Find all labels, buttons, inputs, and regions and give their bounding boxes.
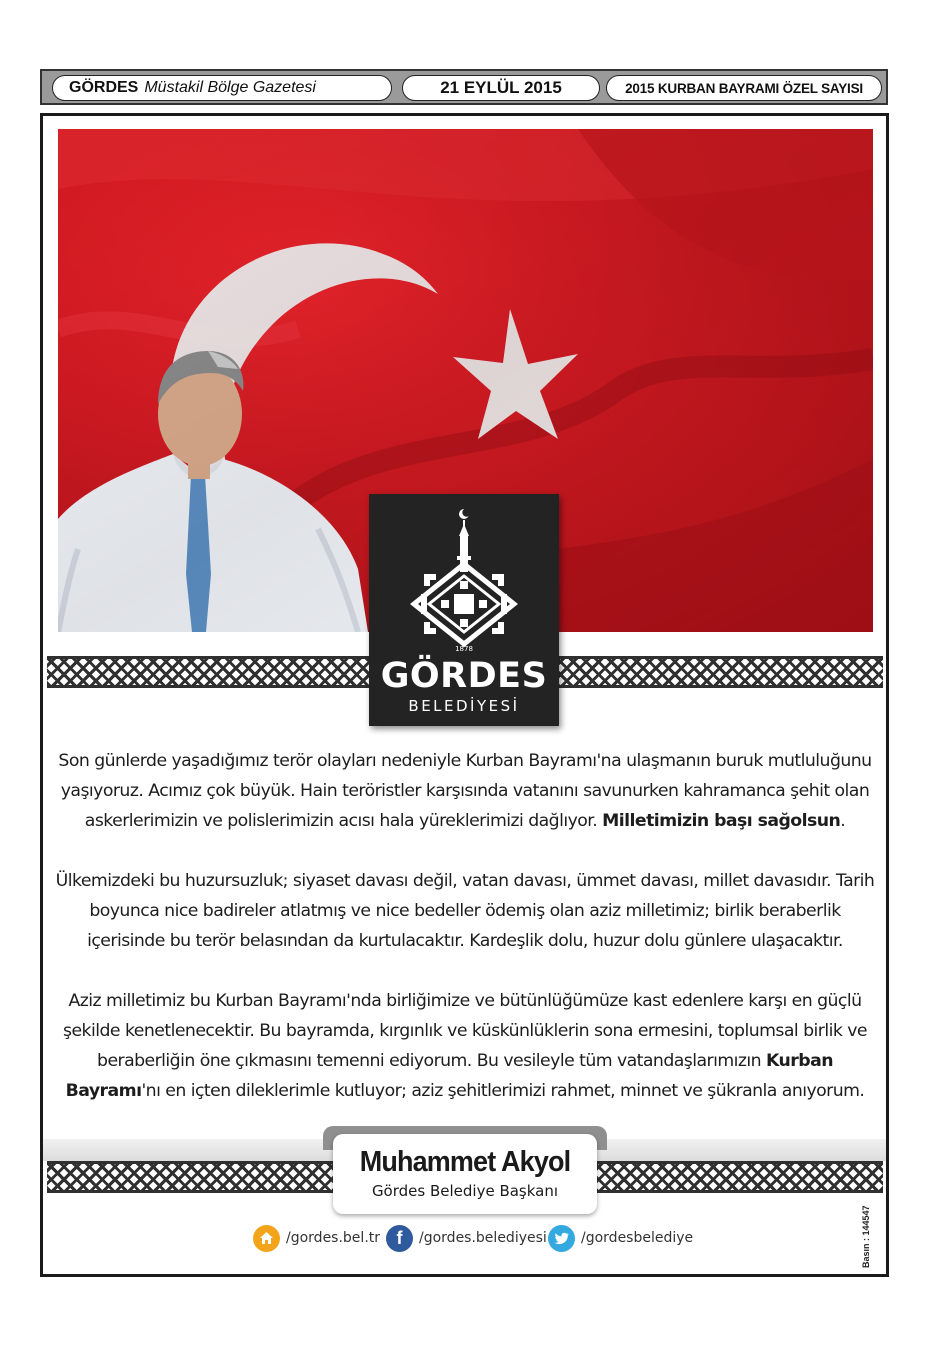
press-number: Basın : 144547 bbox=[861, 1205, 871, 1268]
signatory-name: Muhammet Akyol bbox=[359, 1146, 571, 1178]
masthead bbox=[40, 69, 888, 105]
paragraph-1: Son günlerde yaşadığımız terör olayları nedeniyle Kurban Bayramı'na ulaşmanın buruk mutluluğunu yaşıyoruz. Acımız çok büyük. Hain teröristler karşısında vatanını savunurken kahramanca şehit olan askerlerimizin ve polislerimizin acısı hala yüreklerimizi dağlıyor. Milletimizin başı sağolsun. bbox=[58, 751, 872, 831]
facebook-text: /gordes.belediyesi bbox=[419, 1230, 547, 1246]
condolence-phrase: Milletimizin başı sağolsun bbox=[602, 811, 841, 831]
facebook-icon: f bbox=[386, 1225, 413, 1252]
message-body bbox=[55, 746, 875, 1136]
municipality-logo bbox=[369, 494, 559, 726]
paper-name: GÖRDES bbox=[69, 79, 139, 96]
paper-name-pill bbox=[52, 75, 392, 101]
paper-subtitle: Müstakil Bölge Gazetesi bbox=[144, 79, 316, 96]
paragraph-2: Ülkemizdeki bu huzursuzluk; siyaset davası değil, vatan davası, ümmet davası, millet davasıdır. Tarih boyunca nice badireler atlatmış ve nice bedeller ödemiş olan aziz milletimiz; birlik beraberlik içerisinde bu terör belasından da kurtulacaktır. Kardeşlik dolu, huzur dolu günlere ulaşacaktır. bbox=[55, 871, 875, 951]
logo-name: GÖRDES bbox=[380, 656, 548, 696]
logo-year: 1878 bbox=[455, 645, 473, 653]
website-link[interactable] bbox=[253, 1224, 380, 1252]
home-icon bbox=[253, 1225, 280, 1252]
twitter-text: /gordesbelediye bbox=[581, 1230, 694, 1246]
advertisement-frame bbox=[40, 113, 889, 1277]
signature-plate bbox=[333, 1134, 597, 1214]
special-issue-label: 2015 KURBAN BAYRAMI ÖZEL SAYISI bbox=[606, 75, 882, 101]
logo-subtitle: BELEDİYESİ bbox=[408, 697, 520, 715]
twitter-link[interactable] bbox=[548, 1224, 693, 1252]
issue-date: 21 EYLÜL 2015 bbox=[402, 75, 600, 101]
website-text: /gordes.bel.tr bbox=[286, 1230, 381, 1246]
paragraph-3: Aziz milletimiz bu Kurban Bayramı'nda birliğimize ve bütünlüğümüze kast edenlere karşı en güçlü şekilde kenetlenecektir. Bu bayramda, kırgınlık ve küskünlüklerin sona ermesini, toplumsal birlik ve beraberliğin öne çıkmasını temenni ediyorum. Bu vesileyle tüm vatandaşlarımızın Kurban Bayramı'nı en içten dileklerimle kutluyor; aziz şehitlerimizi rahmet, minnet ve şükranla anıyorum. bbox=[63, 991, 867, 1101]
signatory-title: Gördes Belediye Başkanı bbox=[371, 1182, 559, 1200]
holiday-name: Kurban Bayramı bbox=[65, 1051, 833, 1101]
facebook-link[interactable] bbox=[386, 1224, 547, 1252]
twitter-bird-icon bbox=[548, 1225, 575, 1252]
